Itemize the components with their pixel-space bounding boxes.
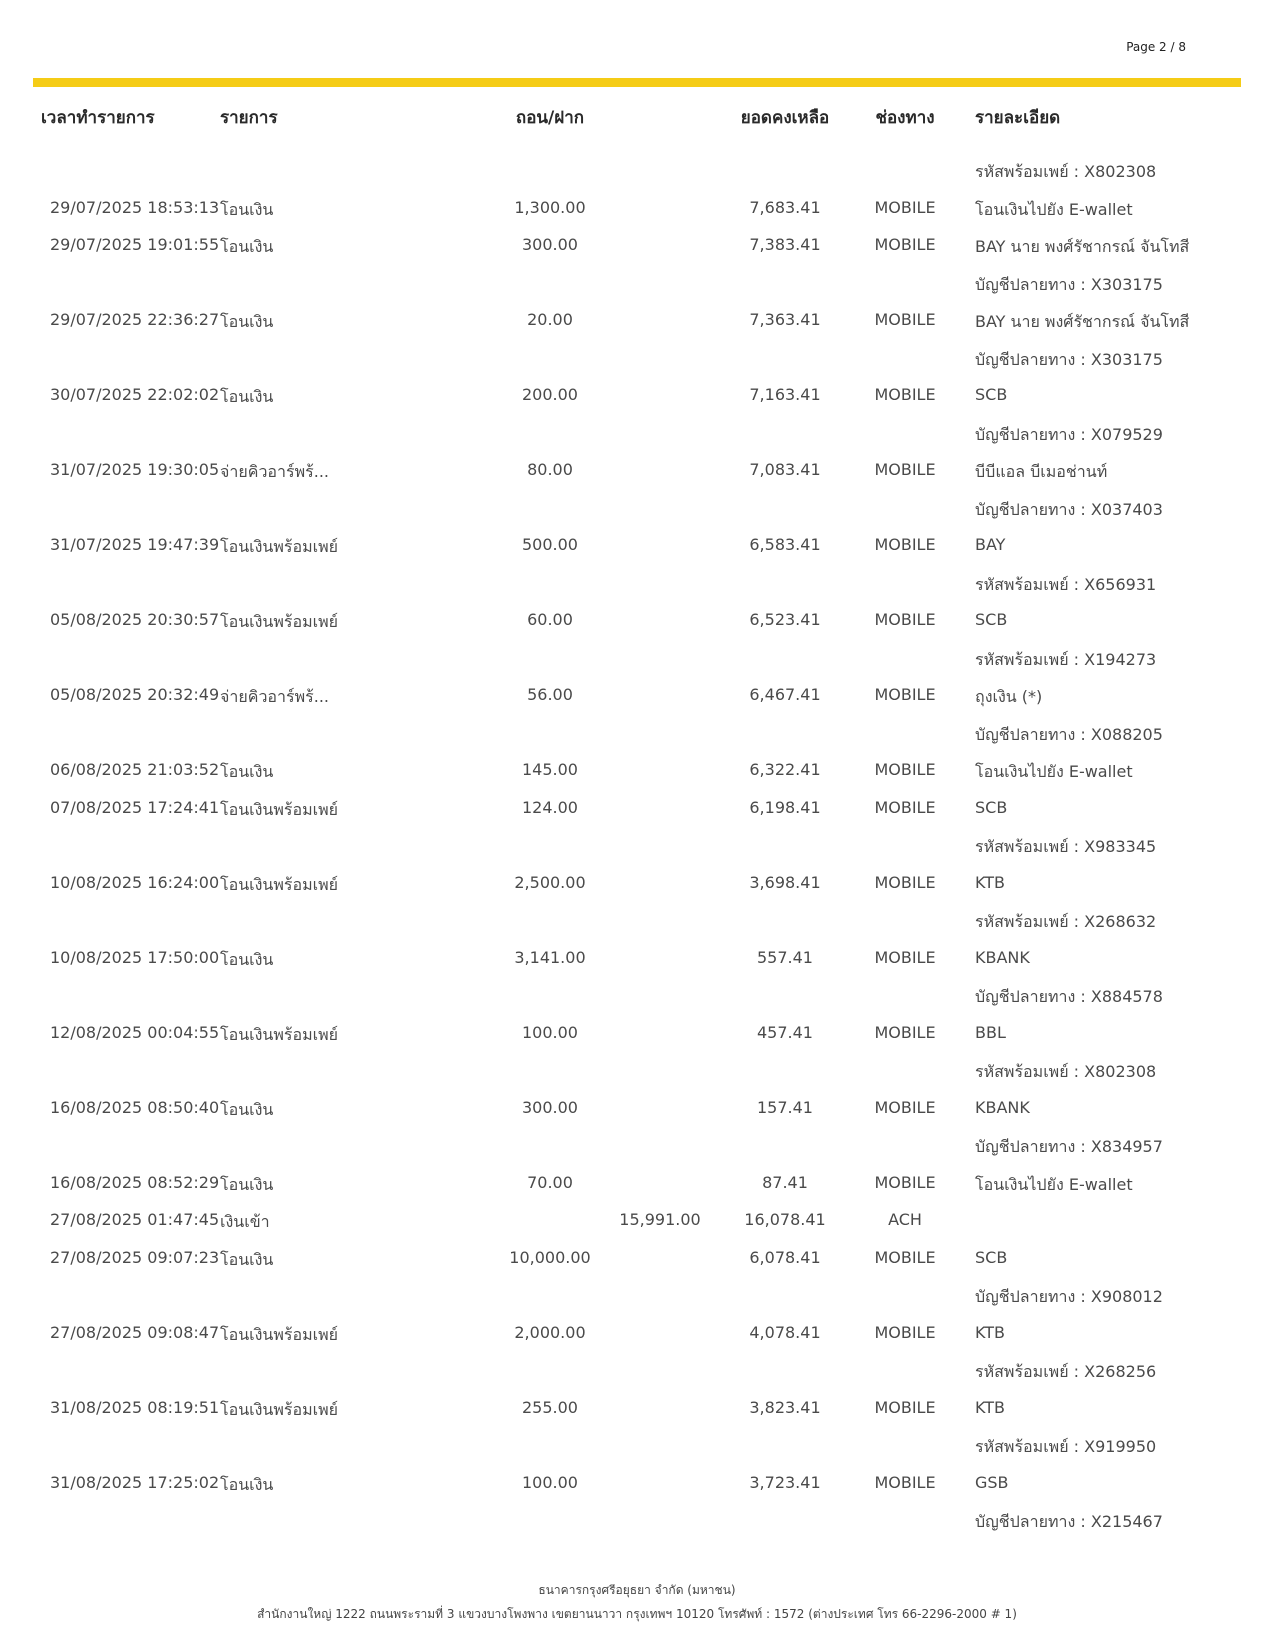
- header-accent-rule: [33, 78, 1241, 87]
- table-row: [0, 602, 1274, 640]
- cell-details: รหัสพร้อมเพย์ : X656931: [975, 574, 1157, 594]
- table-row: [0, 490, 1274, 528]
- table-row: [0, 340, 1274, 378]
- cell-time: 29/07/2025 19:01:55: [50, 235, 220, 254]
- cell-balance: 7,083.41: [749, 460, 821, 479]
- table-row: [0, 902, 1274, 940]
- cell-balance: 457.41: [757, 1022, 813, 1042]
- cell-time: 07/08/2025 17:24:41: [50, 797, 220, 817]
- header-details: รายละเอียด: [975, 108, 1061, 128]
- table-row: [0, 377, 1274, 415]
- cell-time: 27/08/2025 09:08:47: [50, 1322, 220, 1342]
- cell-description: โอนเงิน: [220, 312, 274, 331]
- cell-details: GSB: [975, 1472, 1009, 1492]
- table-row: [0, 752, 1274, 790]
- cell-withdraw: 124.00: [522, 797, 578, 817]
- table-row: [0, 152, 1274, 190]
- table-row: [0, 190, 1274, 228]
- cell-description: โอนเงินพร้อมเพย์: [220, 612, 339, 631]
- table-row: [0, 415, 1274, 453]
- cell-description: โอนเงิน: [220, 1099, 274, 1119]
- cell-balance: 557.41: [757, 947, 813, 967]
- table-row: [0, 1352, 1274, 1390]
- cell-withdraw: 500.00: [522, 535, 578, 554]
- table-row: [0, 1277, 1274, 1315]
- cell-description: โอนเงิน: [220, 199, 274, 219]
- header-withdraw-deposit: ถอน/ฝาก: [515, 108, 585, 128]
- cell-balance: 7,383.41: [749, 235, 821, 254]
- cell-description: โอนเงินพร้อมเพย์: [220, 1399, 339, 1419]
- cell-time: 31/07/2025 19:30:05: [50, 460, 220, 479]
- cell-details: โอนเงินไปยัง E-wallet: [975, 1174, 1133, 1194]
- cell-details: บัญชีปลายทาง : X303175: [975, 274, 1163, 294]
- table-row: [0, 1315, 1274, 1353]
- cell-withdraw: 255.00: [522, 1397, 578, 1417]
- table-row: [0, 227, 1274, 265]
- cell-channel: MOBILE: [874, 872, 936, 892]
- table-row: [0, 790, 1274, 828]
- cell-time: 29/07/2025 22:36:27: [50, 310, 220, 329]
- cell-balance: 4,078.41: [749, 1322, 821, 1342]
- cell-withdraw: 80.00: [527, 460, 573, 479]
- cell-withdraw: 300.00: [522, 1097, 578, 1117]
- cell-channel: MOBILE: [874, 1022, 936, 1042]
- cell-details: KTB: [975, 1397, 1005, 1417]
- page-number: Page 2 / 8: [1126, 40, 1186, 54]
- cell-balance: 7,163.41: [749, 385, 821, 404]
- cell-details: บัญชีปลายทาง : X884578: [975, 987, 1163, 1006]
- cell-deposit: 15,991.00: [619, 1210, 701, 1229]
- cell-channel: MOBILE: [874, 610, 936, 629]
- table-row: [0, 1390, 1274, 1428]
- cell-details: KBANK: [975, 1097, 1030, 1117]
- cell-details: บัญชีปลายทาง : X908012: [975, 1287, 1163, 1306]
- footer-address: สำนักงานใหญ่ 1222 ถนนพระรามที่ 3 แขวงบางโพงพาง เขตยานนาวา กรุงเทพฯ 10120 โทรศัพท์ : 1572 (ต่างประเทศ โทร 66-2296-2000 # 1): [257, 1607, 1017, 1621]
- footer: [0, 1578, 1274, 1626]
- table-row: [0, 1015, 1274, 1053]
- cell-withdraw: 56.00: [527, 685, 573, 704]
- cell-channel: ACH: [888, 1210, 922, 1229]
- table-row: [0, 1465, 1274, 1503]
- cell-details: KTB: [975, 872, 1005, 892]
- cell-details: BAY นาย พงศ์รัชากรณ์ จันโทสี: [975, 312, 1190, 331]
- cell-time: 27/08/2025 09:07:23: [50, 1247, 220, 1267]
- table-row: [0, 1052, 1274, 1090]
- cell-details: ถุงเงิน (*): [975, 687, 1043, 706]
- cell-description: โอนเงินพร้อมเพย์: [220, 1324, 339, 1344]
- cell-time: 05/08/2025 20:30:57: [50, 610, 220, 629]
- cell-balance: 3,723.41: [749, 1472, 821, 1492]
- cell-description: โอนเงินพร้อมเพย์: [220, 537, 339, 556]
- table-row: [0, 940, 1274, 978]
- table-row: [0, 1090, 1274, 1128]
- cell-details: SCB: [975, 797, 1008, 817]
- cell-description: โอนเงิน: [220, 1174, 274, 1194]
- cell-time: 31/08/2025 17:25:02: [50, 1472, 220, 1492]
- transaction-table: [0, 152, 1274, 1540]
- cell-balance: 3,698.41: [749, 872, 821, 892]
- cell-withdraw: 200.00: [522, 385, 578, 404]
- table-row: [0, 1127, 1274, 1165]
- cell-details: บัญชีปลายทาง : X215467: [975, 1512, 1163, 1531]
- cell-time: 29/07/2025 18:53:13: [50, 197, 220, 217]
- cell-balance: 6,198.41: [749, 797, 821, 817]
- cell-details: SCB: [975, 385, 1008, 404]
- table-row: [0, 1165, 1274, 1203]
- cell-balance: 7,363.41: [749, 310, 821, 329]
- cell-details: บัญชีปลายทาง : X079529: [975, 424, 1163, 444]
- cell-balance: 157.41: [757, 1097, 813, 1117]
- cell-details: KBANK: [975, 947, 1030, 967]
- cell-balance: 6,523.41: [749, 610, 821, 629]
- cell-time: 27/08/2025 01:47:45: [50, 1210, 220, 1229]
- cell-channel: MOBILE: [874, 685, 936, 704]
- cell-description: จ่ายคิวอาร์พร้...: [220, 687, 330, 706]
- cell-details: รหัสพร้อมเพย์ : X802308: [975, 1062, 1157, 1081]
- cell-balance: 6,078.41: [749, 1247, 821, 1267]
- cell-details: BAY นาย พงศ์รัชากรณ์ จันโทสี: [975, 237, 1190, 256]
- cell-channel: MOBILE: [874, 1397, 936, 1417]
- table-row: [0, 677, 1274, 715]
- cell-channel: MOBILE: [874, 760, 936, 779]
- table-row: [0, 1202, 1274, 1240]
- cell-time: 31/07/2025 19:47:39: [50, 535, 220, 554]
- header-balance: ยอดคงเหลือ: [740, 108, 830, 128]
- cell-balance: 6,467.41: [749, 685, 821, 704]
- table-row: [0, 640, 1274, 678]
- cell-description: โอนเงินพร้อมเพย์: [220, 874, 339, 894]
- cell-description: โอนเงินพร้อมเพย์: [220, 1024, 339, 1044]
- cell-withdraw: 1,300.00: [514, 197, 586, 217]
- cell-channel: MOBILE: [874, 1172, 936, 1192]
- cell-withdraw: 300.00: [522, 235, 578, 254]
- cell-details: บัญชีปลายทาง : X834957: [975, 1137, 1163, 1156]
- cell-channel: MOBILE: [874, 535, 936, 554]
- cell-details: KTB: [975, 1322, 1005, 1342]
- cell-details: BBL: [975, 1022, 1006, 1042]
- cell-details: บีบีแอล บีเมอช่านท์: [975, 462, 1108, 481]
- cell-time: 06/08/2025 21:03:52: [50, 760, 220, 779]
- cell-details: รหัสพร้อมเพย์ : X194273: [975, 649, 1157, 669]
- table-row: [0, 302, 1274, 340]
- cell-withdraw: 70.00: [527, 1172, 573, 1192]
- header-description: รายการ: [220, 108, 278, 128]
- cell-time: 10/08/2025 16:24:00: [50, 872, 220, 892]
- cell-withdraw: 100.00: [522, 1022, 578, 1042]
- cell-time: 30/07/2025 22:02:02: [50, 385, 220, 404]
- cell-channel: MOBILE: [874, 1247, 936, 1267]
- cell-withdraw: 3,141.00: [514, 947, 586, 967]
- table-row: [0, 715, 1274, 753]
- cell-details: รหัสพร้อมเพย์ : X268256: [975, 1362, 1157, 1381]
- cell-time: 05/08/2025 20:32:49: [50, 685, 220, 704]
- cell-channel: MOBILE: [874, 797, 936, 817]
- cell-balance: 3,823.41: [749, 1397, 821, 1417]
- cell-description: โอนเงิน: [220, 1474, 274, 1494]
- table-row: [0, 265, 1274, 303]
- cell-balance: 87.41: [762, 1172, 808, 1192]
- cell-time: 31/08/2025 08:19:51: [50, 1397, 220, 1417]
- cell-details: รหัสพร้อมเพย์ : X268632: [975, 912, 1157, 931]
- header-time: เวลาทำรายการ: [41, 108, 155, 128]
- cell-time: 12/08/2025 00:04:55: [50, 1022, 220, 1042]
- cell-details: SCB: [975, 1247, 1008, 1267]
- table-row: [0, 565, 1274, 603]
- cell-description: โอนเงินพร้อมเพย์: [220, 799, 339, 819]
- cell-details: BAY: [975, 535, 1006, 554]
- cell-channel: MOBILE: [874, 1472, 936, 1492]
- cell-details: โอนเงินไปยัง E-wallet: [975, 762, 1133, 781]
- cell-withdraw: 10,000.00: [509, 1247, 591, 1267]
- cell-details: รหัสพร้อมเพย์ : X983345: [975, 837, 1157, 856]
- table-row: [0, 1502, 1274, 1540]
- table-row: [0, 1240, 1274, 1278]
- cell-channel: MOBILE: [874, 235, 936, 254]
- cell-details: SCB: [975, 610, 1008, 629]
- cell-channel: MOBILE: [874, 310, 936, 329]
- cell-time: 16/08/2025 08:52:29: [50, 1172, 220, 1192]
- cell-time: 16/08/2025 08:50:40: [50, 1097, 220, 1117]
- cell-details: รหัสพร้อมเพย์ : X802308: [975, 162, 1157, 181]
- cell-description: โอนเงิน: [220, 762, 274, 781]
- cell-description: จ่ายคิวอาร์พร้...: [220, 462, 330, 481]
- cell-details: บัญชีปลายทาง : X303175: [975, 349, 1163, 369]
- cell-description: โอนเงิน: [220, 949, 274, 969]
- cell-time: 10/08/2025 17:50:00: [50, 947, 220, 967]
- cell-description: เงินเข้า: [220, 1212, 270, 1231]
- cell-withdraw: 2,000.00: [514, 1322, 586, 1342]
- cell-details: บัญชีปลายทาง : X037403: [975, 499, 1163, 519]
- cell-balance: 6,322.41: [749, 760, 821, 779]
- cell-withdraw: 60.00: [527, 610, 573, 629]
- cell-withdraw: 20.00: [527, 310, 573, 329]
- table-row: [0, 865, 1274, 903]
- cell-withdraw: 2,500.00: [514, 872, 586, 892]
- table-row: [0, 1427, 1274, 1465]
- cell-withdraw: 100.00: [522, 1472, 578, 1492]
- cell-description: โอนเงิน: [220, 1249, 274, 1269]
- cell-details: บัญชีปลายทาง : X088205: [975, 724, 1163, 744]
- cell-description: โอนเงิน: [220, 387, 274, 406]
- table-row: [0, 452, 1274, 490]
- cell-channel: MOBILE: [874, 197, 936, 217]
- cell-withdraw: 145.00: [522, 760, 578, 779]
- cell-channel: MOBILE: [874, 1322, 936, 1342]
- cell-balance: 6,583.41: [749, 535, 821, 554]
- cell-channel: MOBILE: [874, 1097, 936, 1117]
- header-channel: ช่องทาง: [875, 108, 935, 128]
- table-row: [0, 977, 1274, 1015]
- cell-channel: MOBILE: [874, 460, 936, 479]
- cell-details: รหัสพร้อมเพย์ : X919950: [975, 1437, 1157, 1456]
- cell-balance: 7,683.41: [749, 197, 821, 217]
- footer-bank-name: ธนาคารกรุงศรีอยุธยา จำกัด (มหาชน): [538, 1583, 736, 1597]
- cell-details: โอนเงินไปยัง E-wallet: [975, 199, 1133, 219]
- table-header: [0, 104, 1274, 134]
- cell-balance: 16,078.41: [744, 1210, 826, 1229]
- table-row: [0, 827, 1274, 865]
- cell-channel: MOBILE: [874, 947, 936, 967]
- cell-channel: MOBILE: [874, 385, 936, 404]
- cell-description: โอนเงิน: [220, 237, 274, 256]
- table-row: [0, 527, 1274, 565]
